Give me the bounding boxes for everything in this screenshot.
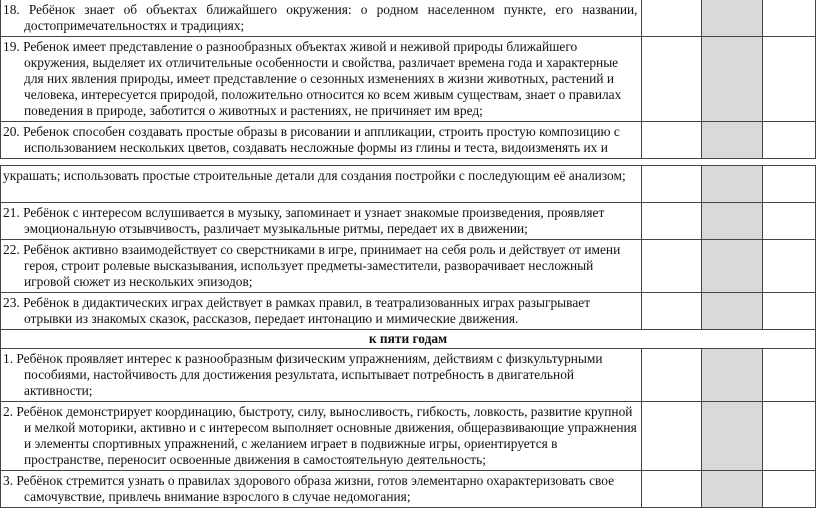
assessment-cell[interactable] (702, 402, 763, 471)
criterion-cell (1, 37, 642, 122)
assessment-cell[interactable] (763, 402, 816, 471)
criterion-cell (1, 293, 642, 330)
criterion-22-text: 22. Ребёнок активно взаимодействует со сверстниками в игре, принимает на себя роль и действует от имени героя, строит ролевые высказывания, использует предметы-заместители, разворачивает несложный игровой сюжет из нескольких эпизодов; (3, 242, 621, 289)
assessment-cell[interactable] (641, 203, 702, 240)
criterion-cell (1, 0, 642, 37)
criterion-20-continued-text: украшать; использовать простые строительные детали для создания постройки с последующим её анализом; (3, 168, 626, 183)
assessment-cell[interactable] (641, 0, 702, 37)
table-row (1, 349, 816, 402)
assessment-cell[interactable] (763, 349, 816, 402)
table-row (1, 402, 816, 471)
assessment-cell[interactable] (702, 240, 763, 293)
criterion-23-text: 23. Ребёнок в дидактических играх действует в рамках правил, в театрализованных играх разыгрывает отрывки из знакомых сказок, рассказов, передает интонацию и мимические движения. (3, 295, 591, 326)
assessment-cell[interactable] (702, 349, 763, 402)
criterion-2-text: 2. Ребёнок демонстрирует координацию, быстроту, силу, выносливость, гибкость, ловкость, развитие крупной и мелкой моторики, активно и с интересом выполняет основные движения, общеразвивающие упражнения и элементы спортивных упражнений, с желанием играет в подвижные игры, ориентируется в пространстве, переносит освоенные движения в самостоятельную деятельность; (3, 404, 637, 467)
table-row (1, 471, 816, 508)
section-heading: к пяти годам (1, 330, 816, 349)
table-row (1, 166, 816, 203)
assessment-cell[interactable] (763, 37, 816, 122)
assessment-cell[interactable] (702, 471, 763, 508)
table-row (1, 240, 816, 293)
assessment-cell[interactable] (763, 471, 816, 508)
assessment-cell[interactable] (763, 203, 816, 240)
assessment-cell[interactable] (641, 293, 702, 330)
criteria-table-part-1 (0, 0, 816, 159)
assessment-cell[interactable] (763, 0, 816, 37)
assessment-cell[interactable] (702, 122, 763, 159)
criterion-1-text: 1. Ребёнок проявляет интерес к разнообразным физическим упражнениям, действиям с физкультурными пособиями, настойчивость для достижения результата, испытывает потребность в двигательной активности; (3, 351, 603, 398)
criterion-cell (1, 471, 642, 508)
criterion-cell (1, 402, 642, 471)
assessment-cell[interactable] (641, 402, 702, 471)
criterion-3-text: 3. Ребёнок стремится узнать о правилах здорового образа жизни, готов элементарно охарактеризовать свое самочувствие, привлечь внимание взрослого в случае недомогания; (3, 473, 615, 504)
assessment-cell[interactable] (702, 37, 763, 122)
table-row (1, 293, 816, 330)
section-heading-row (1, 330, 816, 349)
criterion-cell (1, 203, 642, 240)
table-row (1, 122, 816, 159)
assessment-cell[interactable] (763, 122, 816, 159)
assessment-cell[interactable] (641, 240, 702, 293)
criteria-table-part-2 (0, 165, 816, 508)
table-row (1, 203, 816, 240)
assessment-cell[interactable] (763, 240, 816, 293)
assessment-cell[interactable] (702, 293, 763, 330)
assessment-cell[interactable] (702, 0, 763, 37)
criterion-cell (1, 122, 642, 159)
assessment-cell[interactable] (702, 166, 763, 203)
criterion-19-text: 19. Ребенок имеет представление о разнообразных объектах живой и неживой природы ближайшего окружения, выделяет их отличительные особенности и свойства, различает времена года и характерные для них явления природы, имеет представление о сезонных изменениях в жизни животных, растений и человека, интересуется природой, положительно относится ко всем живым существам, знает о правилах поведения в природе, заботится о животных и растениях, не причиняет им вред; (3, 39, 622, 118)
assessment-cell[interactable] (641, 37, 702, 122)
criterion-cell (1, 349, 642, 402)
assessment-cell[interactable] (641, 122, 702, 159)
table-row (1, 37, 816, 122)
criterion-21-text: 21. Ребёнок с интересом вслушивается в музыку, запоминает и узнает знакомые произведения, проявляет эмоциональную отзывчивость, различает музыкальные ритмы, передает их в движении; (3, 205, 605, 236)
assessment-cell[interactable] (641, 166, 702, 203)
assessment-cell[interactable] (763, 166, 816, 203)
criterion-20-text: 20. Ребенок способен создавать простые образы в рисовании и аппликации, строить простую композицию с использованием нескольких цветов, создавать несложные формы из глины и теста, видоизменять их и (3, 124, 620, 155)
assessment-cell[interactable] (641, 349, 702, 402)
table-row (1, 0, 816, 37)
criterion-cell (1, 240, 642, 293)
assessment-cell[interactable] (763, 293, 816, 330)
criterion-cell (1, 166, 642, 203)
assessment-cell[interactable] (641, 471, 702, 508)
assessment-cell[interactable] (702, 203, 763, 240)
criterion-18-text: 18. Ребёнок знает об объектах ближайшего окружения: о родном населенном пункте, его названии, достопримечательностях и традициях; (3, 2, 638, 33)
